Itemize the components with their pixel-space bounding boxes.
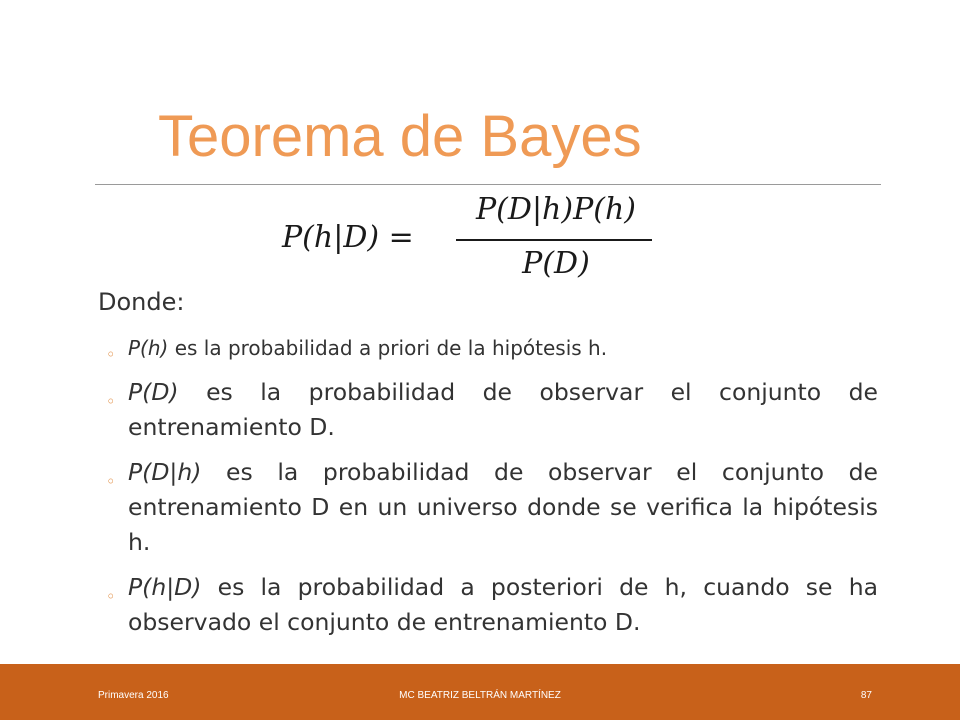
bayes-formula	[282, 192, 662, 296]
item-term: P(h|D)	[128, 573, 202, 601]
item-text: es la probabilidad a posteriori de h, cuando se ha observado el conjunto de entrenamiento D.	[128, 573, 878, 636]
bullet-circle-icon: ◦	[106, 392, 116, 411]
item-text: es la probabilidad a priori de la hipótesis h.	[168, 336, 608, 360]
formula-numerator: P(D|h)P(h)	[476, 192, 636, 227]
formula-lhs: P(h|D) =	[282, 220, 414, 255]
item-text: es la probabilidad de observar el conjunto de entrenamiento D.	[128, 378, 878, 441]
slide-title: Teorema de Bayes	[158, 104, 642, 169]
footer-date: Primavera 2016	[98, 690, 169, 701]
title-divider	[95, 184, 881, 185]
item-term: P(D)	[128, 378, 179, 406]
footer-bar	[0, 664, 960, 720]
item-term: P(h)	[128, 336, 169, 360]
item-text: es la probabilidad de observar el conjunto de entrenamiento D en un universo donde se verifica la hipótesis h.	[128, 458, 878, 556]
list-item	[106, 375, 878, 445]
item-term: P(D|h)	[128, 458, 202, 486]
intro-text: Donde:	[98, 288, 185, 316]
fraction-bar	[456, 239, 652, 241]
bullet-circle-icon: ◦	[106, 587, 116, 606]
footer-author: MC BEATRIZ BELTRÁN MARTÍNEZ	[399, 690, 561, 701]
list-item	[106, 570, 878, 640]
list-item	[106, 333, 878, 363]
list-item	[106, 455, 878, 560]
slide-number: 87	[860, 690, 872, 701]
bullet-circle-icon: ◦	[106, 345, 116, 364]
bullet-circle-icon: ◦	[106, 472, 116, 491]
formula-denominator: P(D)	[522, 246, 590, 281]
bullet-list	[106, 333, 878, 650]
